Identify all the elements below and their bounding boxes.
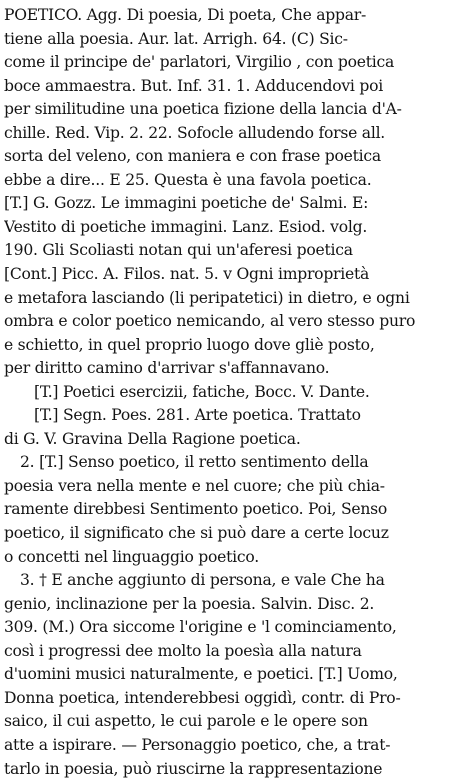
text-line: [T.] G. Gozz. Le immagini poetiche de' Salmi. E: — [4, 192, 468, 216]
text-line: chille. Red. Vip. 2. 22. Sofocle alludendo forse all. — [4, 122, 468, 146]
text-line: ramente direbbesi Sentimento poetico. Poi, Senso — [4, 498, 468, 522]
text-line: così i progressi dee molto la poesìa alla natura — [4, 640, 468, 664]
text-line: [T.] Segn. Poes. 281. Arte poetica. Trattato — [4, 404, 468, 428]
text-line: saico, il cui aspetto, le cui parole e le opere son — [4, 710, 468, 734]
text-line: 3. † E anche aggiunto di persona, e vale Che ha — [4, 569, 468, 593]
text-line: tarlo in poesia, può riuscirne la rappresentazione — [4, 758, 468, 781]
text-line: per diritto camino d'arrivar s'affannavano. — [4, 357, 468, 381]
text-line: e metafora lasciando (li peripatetici) in dietro, e ogni — [4, 287, 468, 311]
text-line: come il principe de' parlatori, Virgilio , con poetica — [4, 51, 468, 75]
text-line: Vestito di poetiche immagini. Lanz. Esiod. volg. — [4, 216, 468, 240]
text-line: tiene alla poesia. Aur. lat. Arrigh. 64. (C) Sic- — [4, 28, 468, 52]
text-line: sorta del veleno, con maniera e con frase poetica — [4, 145, 468, 169]
text-line: ebbe a dire... E 25. Questa è una favola poetica. — [4, 169, 468, 193]
text-line: boce ammaestra. But. Inf. 31. 1. Adducendovi poi — [4, 75, 468, 99]
text-line: e schietto, in quel proprio luogo dove gliè posto, — [4, 334, 468, 358]
text-line: o concetti nel linguaggio poetico. — [4, 546, 468, 570]
text-line: [Cont.] Picc. A. Filos. nat. 5. v Ogni improprietà — [4, 263, 468, 287]
text-line: [T.] Poetici esercizii, fatiche, Bocc. V. Dante. — [4, 381, 468, 405]
text-line: ombra e color poetico nemicando, al vero stesso puro — [4, 310, 468, 334]
text-line: 190. Gli Scoliasti notan qui un'aferesi poetica — [4, 239, 468, 263]
text-line: poetico, il significato che si può dare a certe locuz — [4, 522, 468, 546]
text-line: genio, inclinazione per la poesia. Salvin. Disc. 2. — [4, 593, 468, 617]
text-line: d'uomini musici naturalmente, e poetici. [T.] Uomo, — [4, 663, 468, 687]
text-line: Donna poetica, intenderebbesi oggidì, contr. di Pro- — [4, 687, 468, 711]
text-line: per similitudine una poetica fizione della lancia d'A- — [4, 98, 468, 122]
text-line: atte a ispirare. — Personaggio poetico, che, a trat- — [4, 734, 468, 758]
text-line: 2. [T.] Senso poetico, il retto sentimento della — [4, 451, 468, 475]
text-line: POETICO. Agg. Di poesia, Di poeta, Che appar- — [4, 4, 468, 28]
text-line: poesia vera nella mente e nel cuore; che più chia- — [4, 475, 468, 499]
text-line: 309. (M.) Ora siccome l'origine e 'l cominciamento, — [4, 616, 468, 640]
text-line: di G. V. Gravina Della Ragione poetica. — [4, 428, 468, 452]
dictionary-page — [4, 4, 468, 704]
